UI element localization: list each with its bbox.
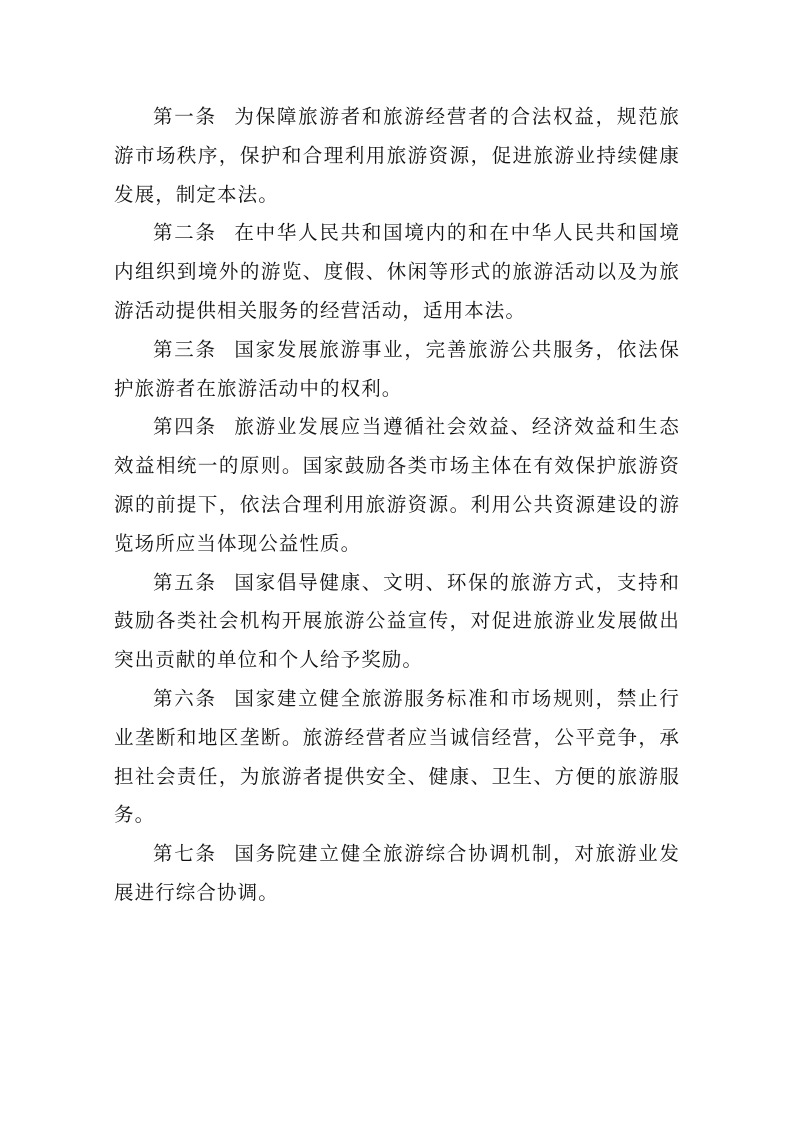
- article-text: 为保障旅游者和旅游经营者的合法权益，规范旅游市场秩序，保护和合理利用旅游资源，促进旅游业持续健康发展，制定本法。: [114, 105, 680, 206]
- article-text: 国务院建立健全旅游综合协调机制，对旅游业发展进行综合协调。: [114, 842, 680, 904]
- article-number: 第一条: [153, 105, 217, 128]
- article-6: [114, 680, 680, 835]
- article-2: [114, 214, 680, 330]
- article-number: 第七条: [153, 842, 217, 866]
- article-number: 第二条: [153, 221, 217, 245]
- article-1: [114, 98, 680, 214]
- article-text: 旅游业发展应当遵循社会效益、经济效益和生态效益相统一的原则。国家鼓励各类市场主体在有效保护旅游资源的前提下，依法合理利用旅游资源。利用公共资源建设的游览场所应当体现公益性质。: [114, 415, 680, 555]
- article-3: [114, 331, 680, 409]
- article-text: 国家倡导健康、文明、环保的旅游方式，支持和鼓励各类社会机构开展旅游公益宣传，对促进旅游业发展做出突出贡献的单位和个人给予奖励。: [114, 570, 680, 672]
- article-5: [114, 564, 680, 680]
- article-4: [114, 408, 680, 563]
- article-text: 国家发展旅游事业，完善旅游公共服务，依法保护旅游者在旅游活动中的权利。: [114, 337, 680, 400]
- article-number: 第六条: [153, 686, 217, 710]
- article-number: 第三条: [153, 337, 217, 361]
- article-number: 第四条: [153, 415, 217, 439]
- article-text: 国家建立健全旅游服务标准和市场规则，禁止行业垄断和地区垄断。旅游经营者应当诚信经营，公平竞争，承担社会责任，为旅游者提供安全、健康、卫生、方便的旅游服务。: [114, 686, 680, 827]
- article-text: 在中华人民共和国境内的和在中华人民共和国境内组织到境外的游览、度假、休闲等形式的旅游活动以及为旅游活动提供相关服务的经营活动，适用本法。: [114, 221, 680, 322]
- article-number: 第五条: [153, 570, 217, 594]
- document-page: [114, 98, 680, 913]
- article-7: [114, 835, 680, 913]
